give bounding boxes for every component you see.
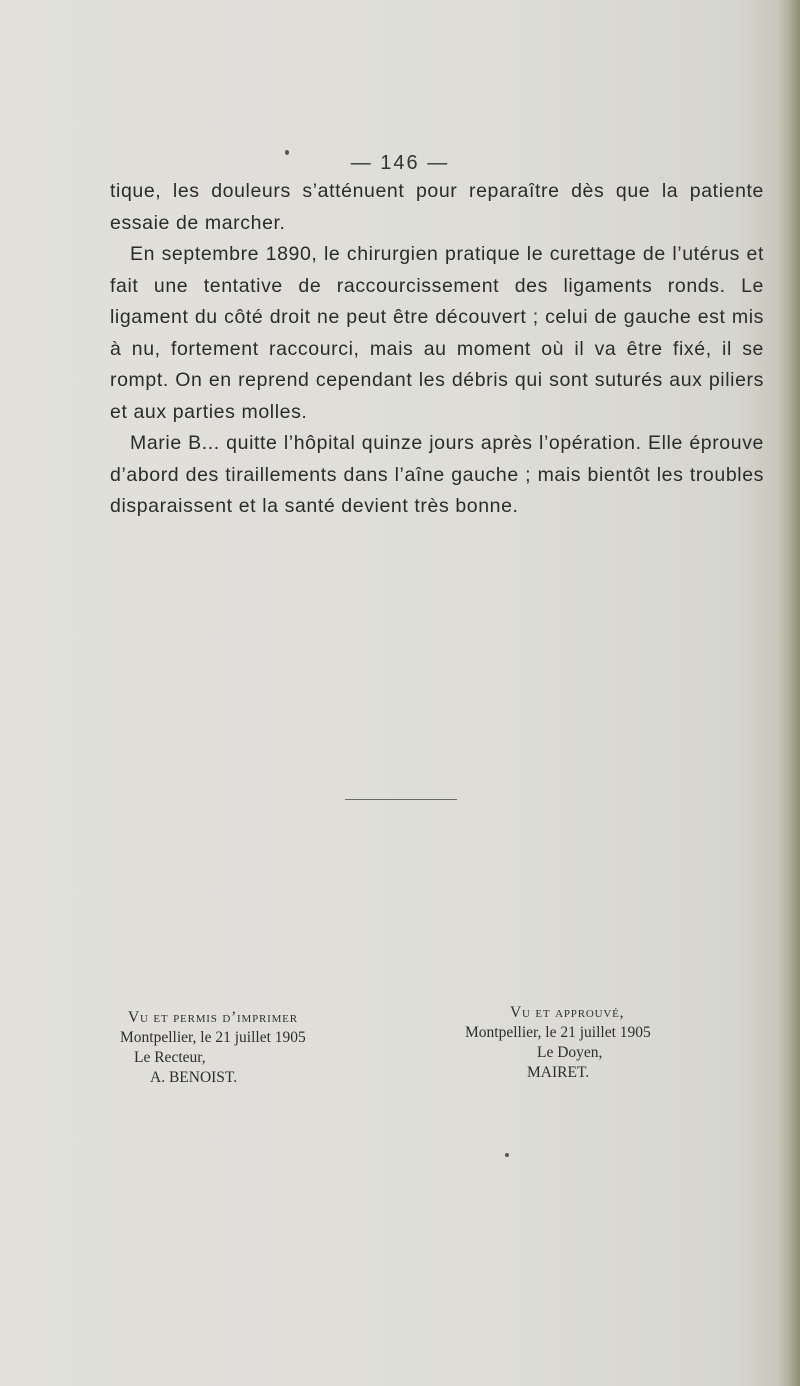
imprimatur-heading: Vu et permis d’imprimer [128, 1009, 298, 1026]
ink-speck [505, 1153, 509, 1157]
paragraph-1: tique, les douleurs s’atténuent pour reparaître dès que la patiente essaie de marcher. [110, 180, 764, 234]
imprimatur-block [120, 1008, 370, 1088]
imprimatur-title: Le Recteur, [134, 1049, 206, 1066]
approval-place-date: Montpellier, le 21 juillet 1905 [465, 1024, 651, 1041]
section-divider [345, 799, 457, 800]
body-text [110, 176, 764, 523]
paragraph-2: En septembre 1890, le chirurgien pratique le curettage de l’utérus et fait une tentative de raccourcissement des ligaments ronds. Le ligament du côté droit ne peut être découvert ; celui de gauche est mis à nu, fortement raccourci, mais au moment où il va être fixé, il se rompt. On en reprend cependant les débris qui sont suturés aux piliers et aux parties molles. [110, 243, 764, 423]
approval-signatory: MAIRET. [527, 1064, 590, 1081]
paragraph-3: Marie B... quitte l’hôpital quinze jours après l’opération. Elle éprouve d’abord des tiraillements dans l’aîne gauche ; mais bientôt les troubles disparaissent et la santé devient très bonne. [110, 432, 764, 517]
imprimatur-place-date: Montpellier, le 21 juillet 1905 [120, 1029, 306, 1046]
approval-block [465, 1003, 715, 1083]
approval-heading: Vu et approuvé, [510, 1004, 625, 1021]
approval-title: Le Doyen, [537, 1044, 603, 1061]
page-edge-shadow [778, 0, 800, 1386]
page-number: — 146 — [350, 152, 450, 174]
imprimatur-signatory: A. BENOIST. [150, 1069, 238, 1086]
